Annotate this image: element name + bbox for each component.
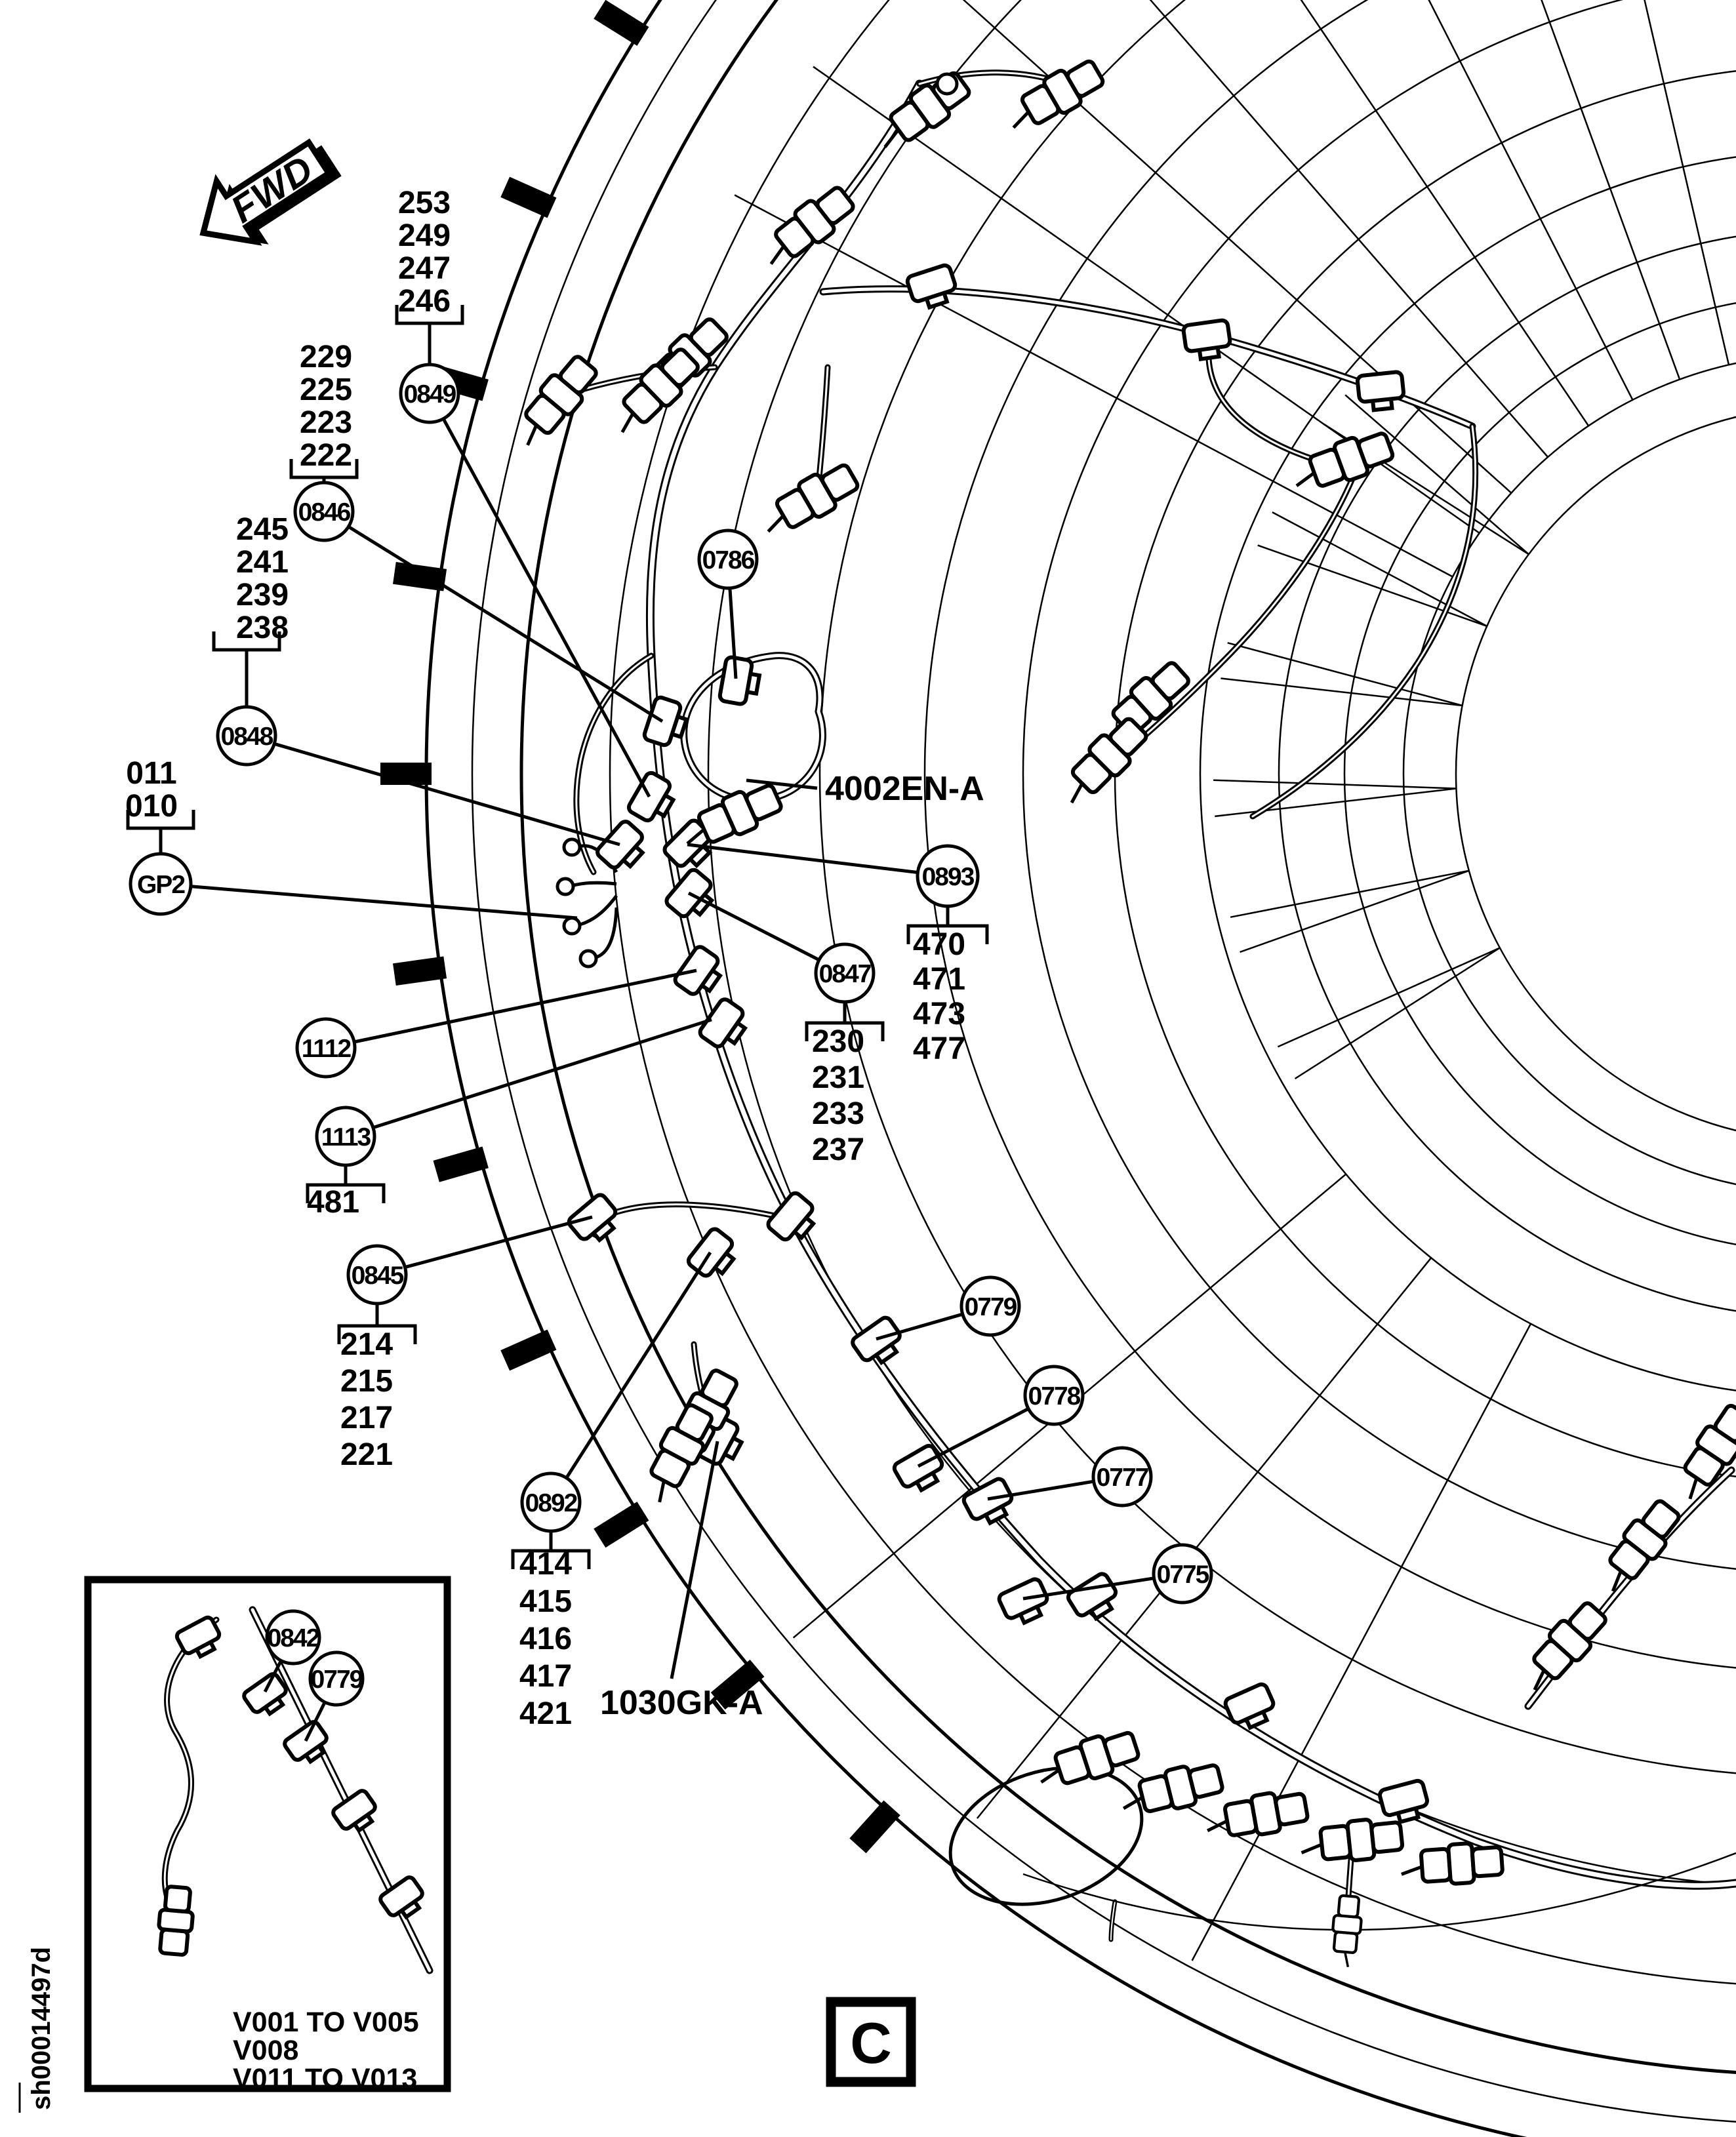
- section-marker-box: [831, 2002, 911, 2082]
- harness-clamp: [893, 1444, 949, 1497]
- flange-bolt-tab: [599, 1511, 643, 1538]
- item-number: 225: [299, 372, 353, 407]
- section-marker-letter: C: [850, 2010, 892, 2075]
- callout-leader: [373, 1020, 712, 1128]
- item-number: 221: [340, 1437, 394, 1472]
- gp2-ring-terminal: [557, 879, 573, 894]
- fan-spoke: [1402, 0, 1680, 380]
- callout-label: 0893: [921, 863, 974, 891]
- connector-plug: [1188, 1765, 1223, 1798]
- inset-detail-box: [88, 1580, 447, 2094]
- item-number: 230: [811, 1024, 865, 1059]
- connector: [1515, 1597, 1612, 1699]
- callout-0845-9: [339, 1217, 592, 1472]
- item-number: 237: [811, 1132, 865, 1167]
- connector: [1203, 1787, 1309, 1844]
- engine-case-artwork: [380, 0, 1736, 2137]
- callout-1113-8: [307, 1020, 712, 1220]
- connector: [604, 343, 704, 441]
- item-number: 247: [397, 251, 451, 286]
- connector-plug: [1371, 1822, 1403, 1852]
- item-number: 238: [235, 610, 289, 645]
- drawing-code-text: sh00014497d: [27, 1946, 56, 2110]
- connector-plug: [1275, 1793, 1308, 1826]
- item-number: 471: [912, 962, 966, 997]
- fan-blade: [1213, 780, 1456, 816]
- callout-label: 0779: [310, 1666, 363, 1694]
- flange-bolt-tab: [436, 1157, 485, 1172]
- harness-clamp: [1357, 372, 1405, 412]
- harness-clamp: [851, 1315, 908, 1370]
- harness-clamp: [719, 656, 761, 706]
- connector-body: [1334, 1932, 1358, 1953]
- callout-label: 0775: [1156, 1561, 1209, 1589]
- connector: [1053, 713, 1152, 812]
- item-number: 470: [912, 927, 966, 962]
- harness-loop: [933, 1744, 1160, 1927]
- engine-arc: [1200, 151, 1736, 1397]
- callout-label: 0779: [964, 1293, 1017, 1321]
- connector-collar: [1448, 1843, 1474, 1884]
- connector-body: [1421, 1848, 1450, 1882]
- engine-arc: [472, 0, 1736, 2125]
- callout-label: 0847: [818, 960, 871, 988]
- flange-bolt-tab: [599, 9, 643, 36]
- inset-note-1: V001 TO V005: [233, 2007, 419, 2038]
- item-number: 249: [397, 218, 451, 253]
- item-number: 473: [912, 997, 966, 1031]
- harness-clamp: [627, 771, 680, 828]
- flange-bolt-tab: [858, 1808, 892, 1846]
- callout-label: 1112: [301, 1035, 351, 1063]
- drawing-code: [20, 1947, 56, 2113]
- engine-flange-arc: [426, 0, 1736, 2137]
- fan-blade: [1230, 871, 1469, 952]
- callout-0848-2: [214, 512, 620, 845]
- callout-layer: [125, 186, 1211, 1741]
- item-number: 245: [235, 512, 289, 547]
- item-number: 416: [519, 1622, 573, 1656]
- flange-bolt-tab: [394, 967, 445, 974]
- connector: [1117, 1759, 1224, 1821]
- case-seam: [977, 1258, 1431, 1818]
- callout-leader: [443, 419, 649, 797]
- callout-label: 0846: [298, 498, 350, 527]
- item-number: 215: [340, 1364, 394, 1399]
- flange-bolt-tab: [394, 573, 445, 580]
- connector-plug: [1338, 1895, 1359, 1917]
- part-label-1030GK-A-text: 1030GK-A: [600, 1684, 763, 1722]
- connector: [1299, 1816, 1403, 1866]
- flange-bolt-tab: [505, 187, 552, 208]
- connector-plug: [165, 1887, 190, 1912]
- inset-note-2: V008: [233, 2035, 299, 2066]
- fan-blade: [1258, 512, 1487, 626]
- callout-leader: [191, 887, 577, 918]
- inset-note-3: V011 TO V013: [233, 2063, 418, 2094]
- item-number: 414: [519, 1547, 573, 1582]
- item-number: 415: [519, 1584, 573, 1619]
- connector: [1329, 1895, 1363, 1968]
- ignition-lead-tip: [937, 74, 957, 94]
- clamp-band: [906, 264, 956, 302]
- callout-GP2-3: [125, 756, 577, 918]
- connector-plug: [1358, 432, 1394, 468]
- item-number: 481: [306, 1185, 360, 1220]
- gp2-wire: [576, 896, 616, 926]
- callout-label: 0777: [1096, 1464, 1148, 1492]
- connector-plug: [1472, 1847, 1503, 1877]
- item-number: 239: [235, 578, 289, 612]
- connector-collar: [1347, 1819, 1375, 1860]
- callout-label: 0845: [351, 1262, 403, 1290]
- connector: [755, 458, 862, 543]
- engine-arc: [1279, 230, 1736, 1318]
- item-number: 214: [340, 1327, 394, 1362]
- callout-leader: [348, 527, 662, 721]
- gp2-wire: [569, 883, 616, 887]
- fwd-arrow: [184, 123, 351, 271]
- clamp-band: [1357, 372, 1404, 403]
- connector-plug: [1104, 1732, 1140, 1767]
- item-number: 417: [519, 1659, 573, 1694]
- callout-label: 0786: [702, 546, 754, 574]
- connector: [508, 351, 603, 454]
- callout-leader: [274, 744, 620, 845]
- callout-label: 0849: [403, 380, 456, 409]
- harness-clamp: [595, 819, 651, 876]
- connector: [1668, 1401, 1736, 1506]
- item-number: 421: [519, 1696, 573, 1731]
- fan-spoke: [1134, 0, 1588, 426]
- connector: [1592, 1496, 1686, 1599]
- item-number: 229: [299, 340, 353, 374]
- callout-label: 0842: [267, 1624, 319, 1652]
- harness-clamp: [766, 1191, 822, 1248]
- connector: [870, 66, 975, 157]
- callout-label: 0892: [525, 1489, 577, 1517]
- gp2-ring-terminal: [564, 839, 580, 855]
- item-number: 231: [811, 1060, 865, 1095]
- gp2-ring-terminal: [580, 951, 596, 967]
- connector: [755, 181, 858, 274]
- connector-collar: [159, 1909, 193, 1932]
- harness-clamp: [998, 1578, 1053, 1629]
- item-number: 477: [912, 1031, 966, 1066]
- harness-clamp: [1066, 1572, 1123, 1626]
- fan-spoke: [1264, 0, 1633, 400]
- fwd-arrow-label: FWD: [223, 147, 321, 231]
- callout-label: 0848: [220, 723, 273, 751]
- gp2-ring-terminal: [564, 918, 580, 934]
- flange-bolt-tab: [505, 1340, 552, 1361]
- callout-leader: [687, 845, 918, 873]
- clamp-band: [1183, 319, 1231, 351]
- callout-label: 1113: [321, 1123, 371, 1151]
- item-number: 010: [125, 789, 178, 824]
- item-number: 217: [340, 1401, 394, 1435]
- harness-clamp: [1224, 1683, 1279, 1733]
- engine-arc: [1023, 0, 1736, 1574]
- item-number: 223: [299, 405, 353, 440]
- engine-arc: [610, 0, 1736, 1987]
- callout-0892-10: [513, 1252, 710, 1731]
- part-label-4002EN-A-text: 4002EN-A: [825, 770, 984, 808]
- item-number: 233: [811, 1096, 865, 1131]
- engine-arc: [1456, 407, 1736, 1141]
- connector-collar: [1333, 1915, 1362, 1934]
- connector: [1000, 54, 1107, 139]
- harness-thin-line: [1023, 1853, 1736, 1930]
- callout-label: 0778: [1028, 1382, 1080, 1410]
- item-number: 011: [126, 756, 177, 791]
- item-number: 246: [397, 284, 451, 319]
- harness-clamp: [906, 264, 959, 311]
- item-number: 253: [397, 186, 451, 220]
- item-number: 222: [299, 438, 353, 473]
- item-number: 241: [235, 545, 289, 580]
- clamp-band: [1379, 1780, 1428, 1816]
- callout-leader: [405, 1217, 593, 1268]
- fan-blade: [1278, 948, 1499, 1079]
- connector: [1400, 1841, 1503, 1888]
- callout-label: GP2: [136, 871, 185, 899]
- part-label-4002EN-A: [746, 770, 984, 808]
- engine-arc: [1403, 354, 1736, 1193]
